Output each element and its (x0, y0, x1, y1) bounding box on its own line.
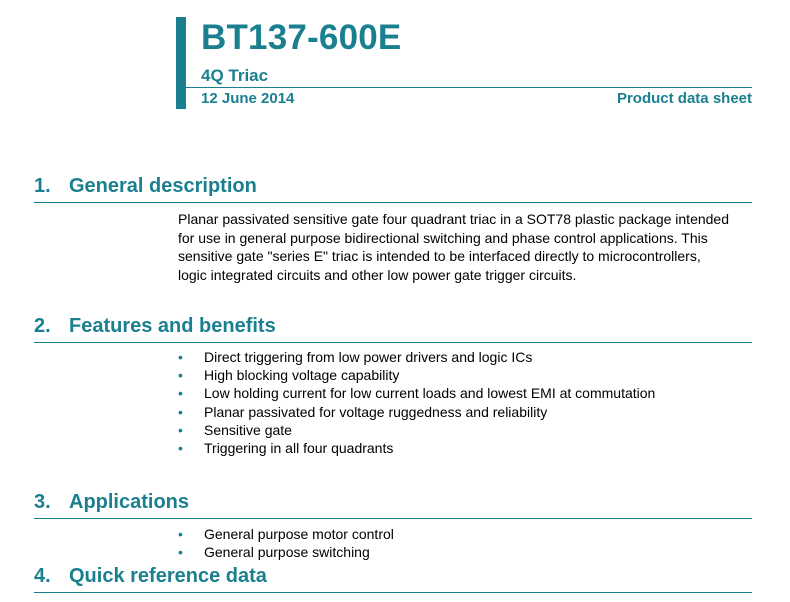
bullet-icon: • (178, 544, 183, 561)
paragraph-line: for use in general purpose bidirectional switching and phase control applications. This (178, 229, 708, 246)
paragraph-line: logic integrated circuits and other low power gate trigger circuits. (178, 266, 577, 283)
list-item: • Planar passivated for voltage ruggedness and reliability (178, 403, 548, 420)
section-divider (34, 202, 752, 203)
list-item: • Sensitive gate (178, 421, 292, 438)
bullet-icon: • (178, 526, 183, 542)
section-number: 2. (34, 315, 51, 337)
section-divider (34, 592, 752, 593)
list-item: • General purpose switching (178, 544, 370, 561)
section-title: Quick reference data (69, 565, 267, 587)
bullet-icon: • (178, 439, 183, 456)
section-number: 1. (34, 175, 51, 197)
section-title: Applications (69, 491, 190, 513)
list-item: • General purpose motor control (178, 526, 394, 542)
section-heading-features-and-benefits (34, 315, 276, 338)
paragraph-line: sensitive gate "series E" triac is intended to be interfaced directly to microcontrollers, (178, 248, 701, 264)
section-number: 4. (34, 565, 51, 587)
bullet-icon: • (178, 367, 183, 384)
general-description-paragraph (178, 210, 758, 284)
section-title: General description (69, 175, 257, 197)
bullet-icon: • (178, 421, 183, 438)
document-title: BT137-600E (201, 18, 402, 57)
section-heading-general-description (34, 175, 257, 198)
section-divider (34, 518, 752, 519)
applications-list (178, 525, 394, 561)
document-subtitle: 4Q Triac (201, 66, 269, 85)
section-divider (34, 342, 752, 343)
bullet-icon: • (178, 385, 183, 402)
paragraph-line: Planar passivated sensitive gate four quadrant triac in a SOT78 plastic package intended (178, 211, 729, 227)
section-heading-quick-reference-data (34, 565, 267, 588)
list-item: • High blocking voltage capability (178, 367, 400, 384)
bullet-icon: • (178, 349, 183, 365)
section-title: Features and benefits (69, 315, 276, 337)
document-date: 12 June 2014 (201, 90, 295, 107)
header-divider (186, 87, 752, 88)
section-heading-applications (34, 491, 189, 514)
bullet-icon: • (178, 403, 183, 420)
header-accent-bar (176, 17, 186, 109)
list-item: • Triggering in all four quadrants (178, 439, 394, 456)
list-item: • Low holding current for low current loads and lowest EMI at commutation (178, 385, 656, 402)
document-type: Product data sheet (616, 90, 752, 107)
features-list (178, 348, 655, 457)
list-item: • Direct triggering from low power drivers and logic ICs (178, 349, 533, 365)
section-number: 3. (34, 491, 51, 513)
